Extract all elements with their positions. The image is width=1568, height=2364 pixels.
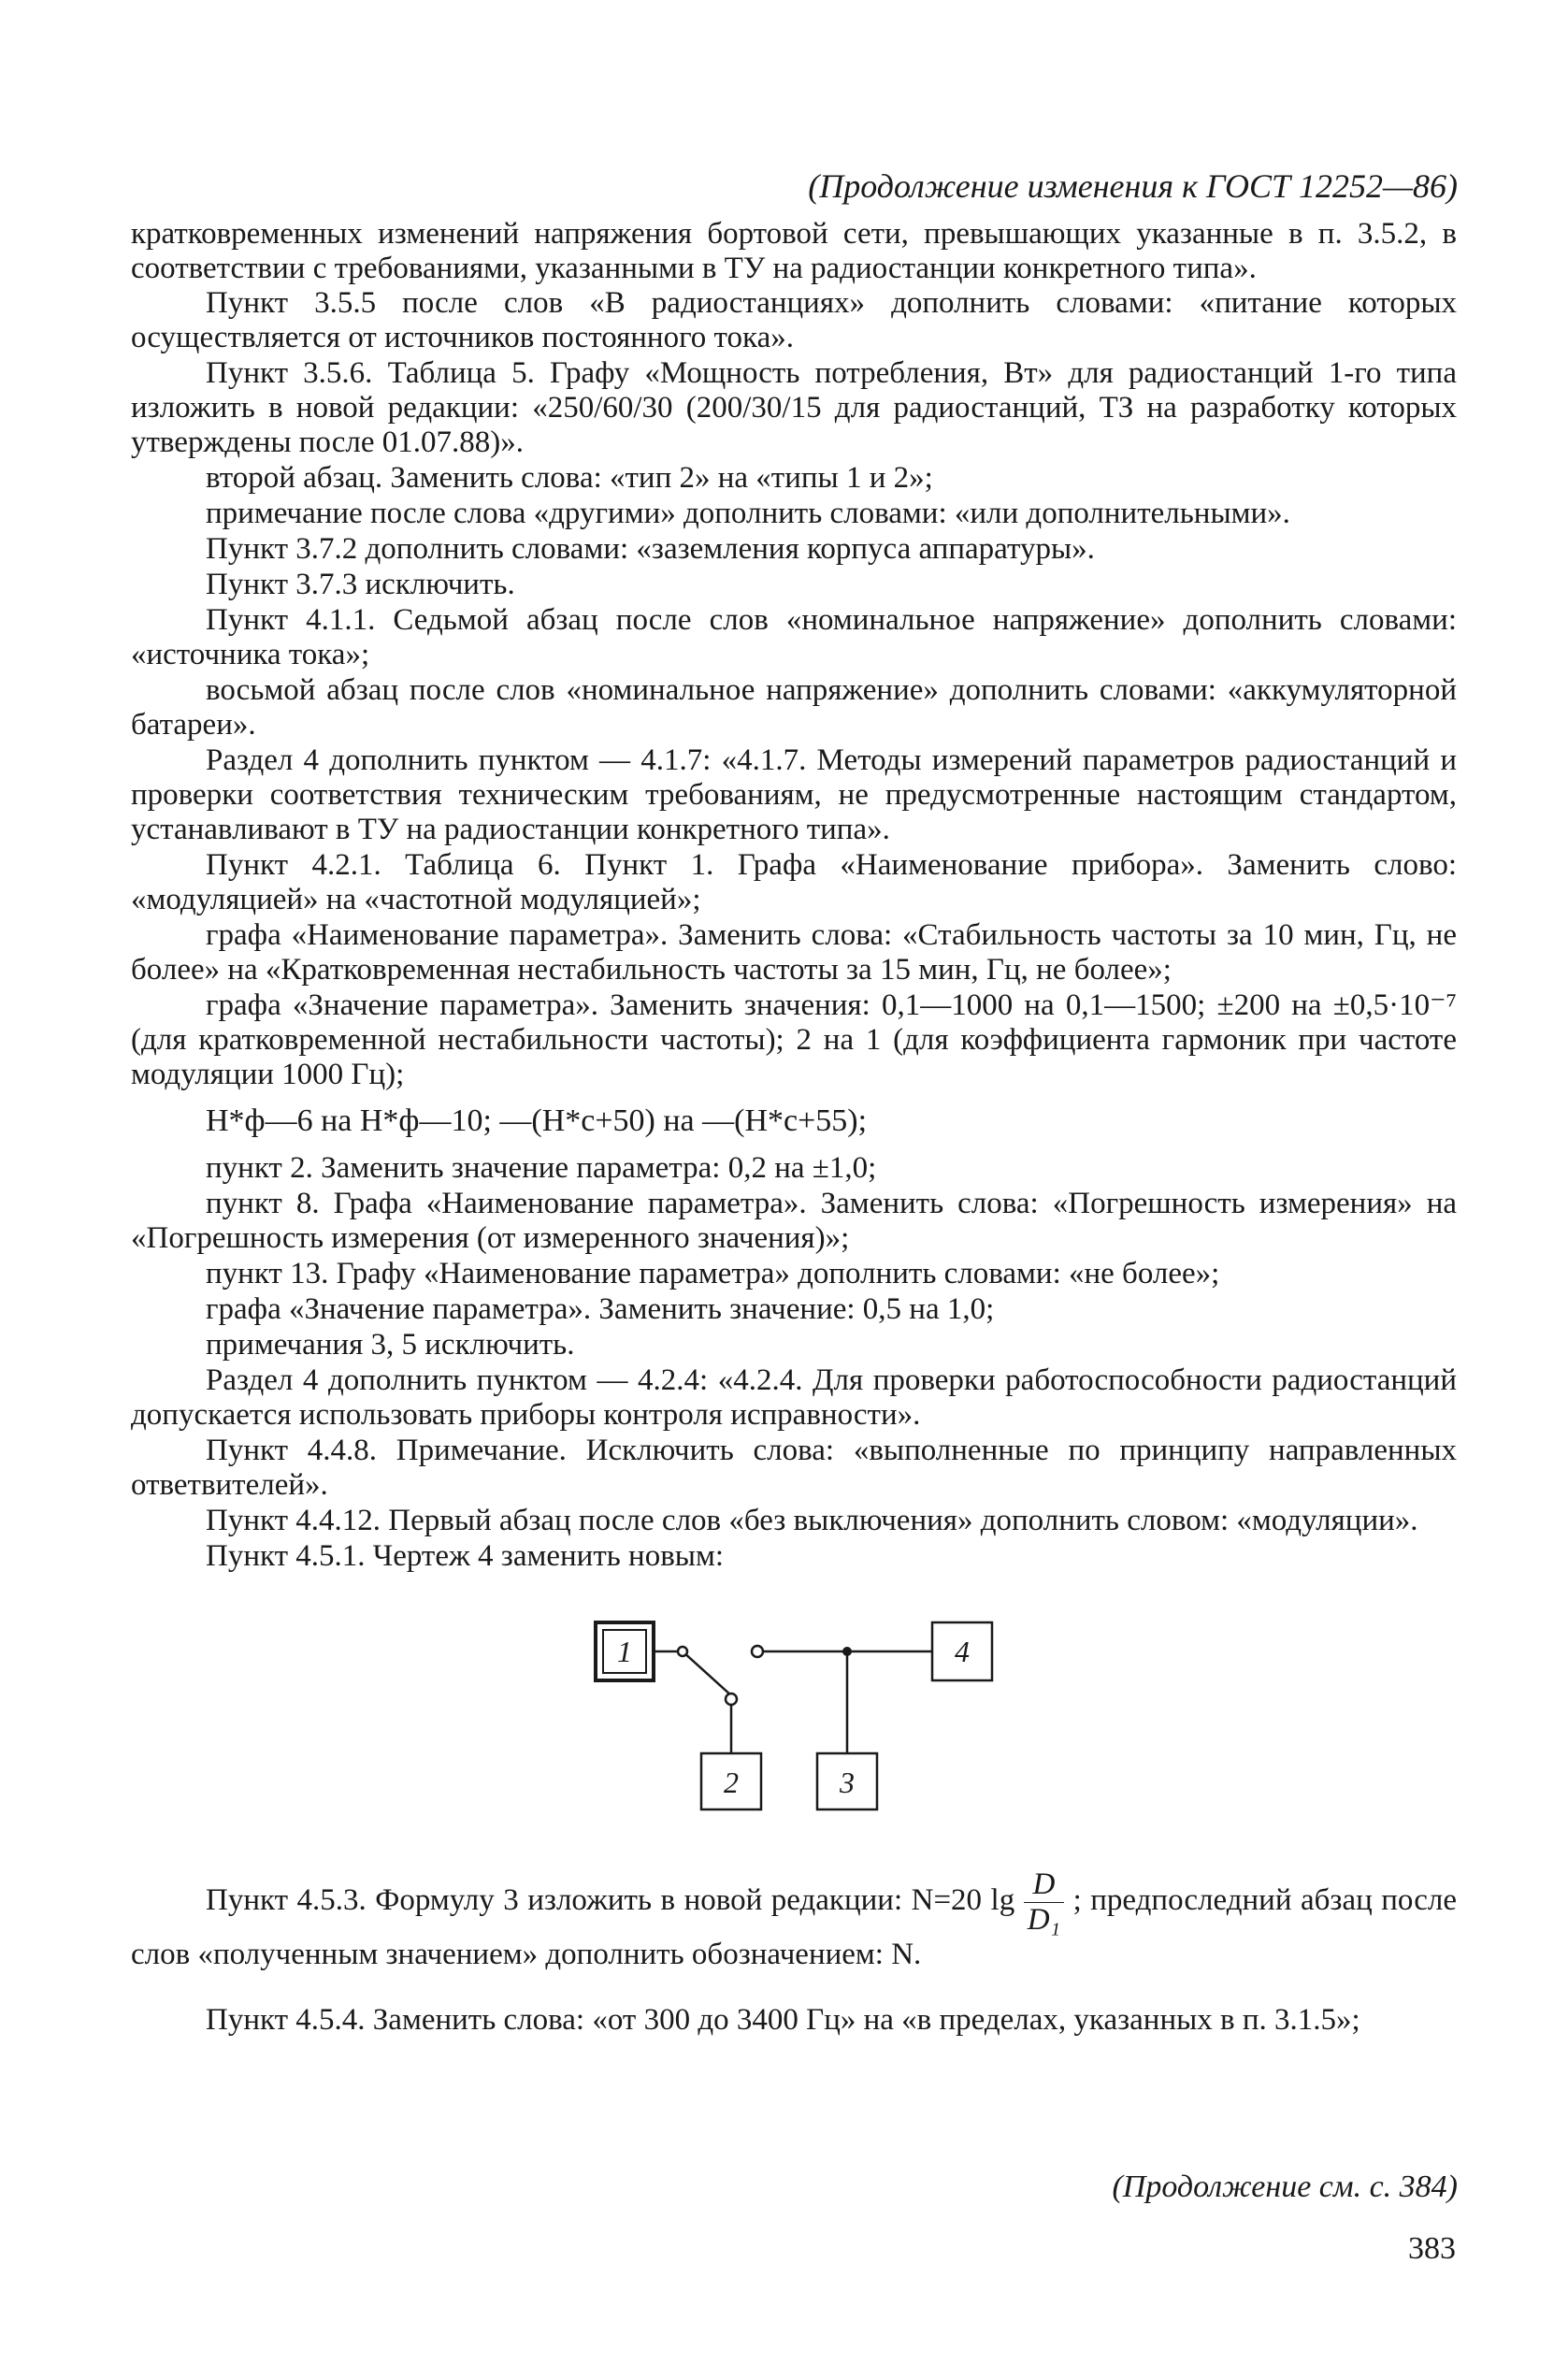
fraction-numerator: D bbox=[1024, 1867, 1064, 1903]
paragraph: Пункт 4.4.12. Первый абзац после слов «без выключения» дополнить словом: «модуляции». bbox=[206, 1504, 1418, 1537]
diagram-label-4: 4 bbox=[955, 1635, 970, 1668]
paragraph: Пункт 3.7.3 исключить. bbox=[206, 568, 515, 601]
equation-suffix: ; предпоследний абзац после слов «полученным значением» дополнить обозначением: N. bbox=[131, 1883, 1458, 1971]
equation-paragraph bbox=[131, 1867, 1457, 1972]
paragraph: графа «Значение параметра». Заменить значения: 0,1—1000 на 0,1—1500; ±200 на ±0,5·10⁻⁷ (для кратковременной нестабильности частоты); 2 на 1 (для коэффициента гармоник при частоте модуляции 1000 Гц); bbox=[131, 988, 1457, 1091]
paragraph: Пункт 4.4.8. Примечание. Исключить слова: «выполненные по принципу направленных ответвителей». bbox=[131, 1434, 1457, 1502]
paragraph: Пункт 4.1.1. Седьмой абзац после слов «номинальное напряжение» дополнить словами: «источника тока»; bbox=[131, 603, 1457, 671]
switch-contact-open bbox=[752, 1646, 763, 1657]
paragraph: Пункт 3.5.5 после слов «В радиостанциях» дополнить словами: «питание которых осуществляется от источников постоянного тока». bbox=[131, 286, 1457, 354]
diagram-drawing bbox=[131, 1593, 1457, 1836]
paragraph: Пункт 4.5.1. Чертеж 4 заменить новым: bbox=[206, 1539, 725, 1573]
running-header: (Продолжение изменения к ГОСТ 12252—86) bbox=[808, 167, 1458, 205]
paragraph: пункт 2. Заменить значение параметра: 0,2 на ±1,0; bbox=[206, 1151, 877, 1185]
paragraph: кратковременных изменений напряжения бортовой сети, превышающих указанные в п. 3.5.2, в соответствии с требованиями, указанными в ТУ на радиостанции конкретного типа». bbox=[131, 217, 1457, 285]
paragraph: графа «Значение параметра». Заменить значение: 0,5 на 1,0; bbox=[206, 1292, 995, 1326]
paragraph: графа «Наименование параметра». Заменить слова: «Стабильность частоты за 10 мин, Гц, не более» на «Кратковременная нестабильность частоты за 15 мин, Гц, не более»; bbox=[131, 918, 1457, 987]
paragraph: Пункт 4.5.4. Заменить слова: «от 300 до 3400 Гц» на «в пределах, указанных в п. 3.1.5»; bbox=[206, 2003, 1360, 2037]
paragraph: восьмой абзац после слов «номинальное напряжение» дополнить словами: «аккумуляторной батареи». bbox=[131, 673, 1457, 742]
paragraph: Пункт 3.7.2 дополнить словами: «заземления корпуса аппаратуры». bbox=[206, 532, 1095, 566]
paragraph: Пункт 3.5.6. Таблица 5. Графу «Мощность потребления, Вт» для радиостанций 1-го типа изложить в новой редакции: «250/60/30 (200/30/15 для радиостанций, ТЗ на разработку которых утверждены после 01.07.88)». bbox=[131, 356, 1457, 459]
diagram-label-3: 3 bbox=[840, 1766, 855, 1799]
continued-note: (Продолжение см. с. 384) bbox=[1112, 2169, 1458, 2204]
paragraph: примечание после слова «другими» дополнить словами: «или дополнительными». bbox=[206, 497, 1290, 530]
diagram-label-2: 2 bbox=[724, 1766, 739, 1799]
paragraph: Раздел 4 дополнить пунктом — 4.2.4: «4.2.4. Для проверки работоспособности радиостанций допускается использовать приборы контроля исправности». bbox=[131, 1363, 1457, 1432]
diagram-label-1: 1 bbox=[617, 1635, 632, 1668]
paragraph: пункт 13. Графу «Наименование параметра» дополнить словами: «не более»; bbox=[206, 1257, 1220, 1290]
formula-line: H*ф—6 на H*ф—10; —(H*c+50) на —(H*c+55); bbox=[206, 1103, 868, 1138]
switch-contact-closed bbox=[726, 1694, 737, 1705]
page-number: 383 bbox=[1408, 2231, 1456, 2266]
paragraph: пункт 8. Графа «Наименование параметра». Заменить слова: «Погрешность измерения» на «Погрешность измерения (от измеренного значения)»; bbox=[131, 1187, 1457, 1255]
block-diagram bbox=[131, 1593, 1457, 1836]
fraction bbox=[1024, 1867, 1064, 1938]
paragraph: Раздел 4 дополнить пунктом — 4.1.7: «4.1.7. Методы измерений параметров радиостанций и проверки соответствия техническим требованиям, не предусмотренные настоящим стандартом, устанавливают в ТУ на радиостанции конкретного типа». bbox=[131, 743, 1457, 846]
paragraph: второй абзац. Заменить слова: «тип 2» на «типы 1 и 2»; bbox=[206, 461, 933, 495]
equation-prefix: Пункт 4.5.3. Формулу 3 изложить в новой редакции: N=20 lg bbox=[206, 1883, 1015, 1918]
switch-pivot bbox=[678, 1647, 687, 1656]
junction-dot bbox=[842, 1647, 852, 1656]
paragraph: примечания 3, 5 исключить. bbox=[206, 1328, 575, 1362]
document-body bbox=[131, 217, 1457, 2039]
fraction-denominator: D₁ bbox=[1027, 1903, 1061, 1937]
paragraph: Пункт 4.2.1. Таблица 6. Пункт 1. Графа «Наименование прибора». Заменить слово: «модуляцией» на «частотной модуляцией»; bbox=[131, 848, 1457, 916]
